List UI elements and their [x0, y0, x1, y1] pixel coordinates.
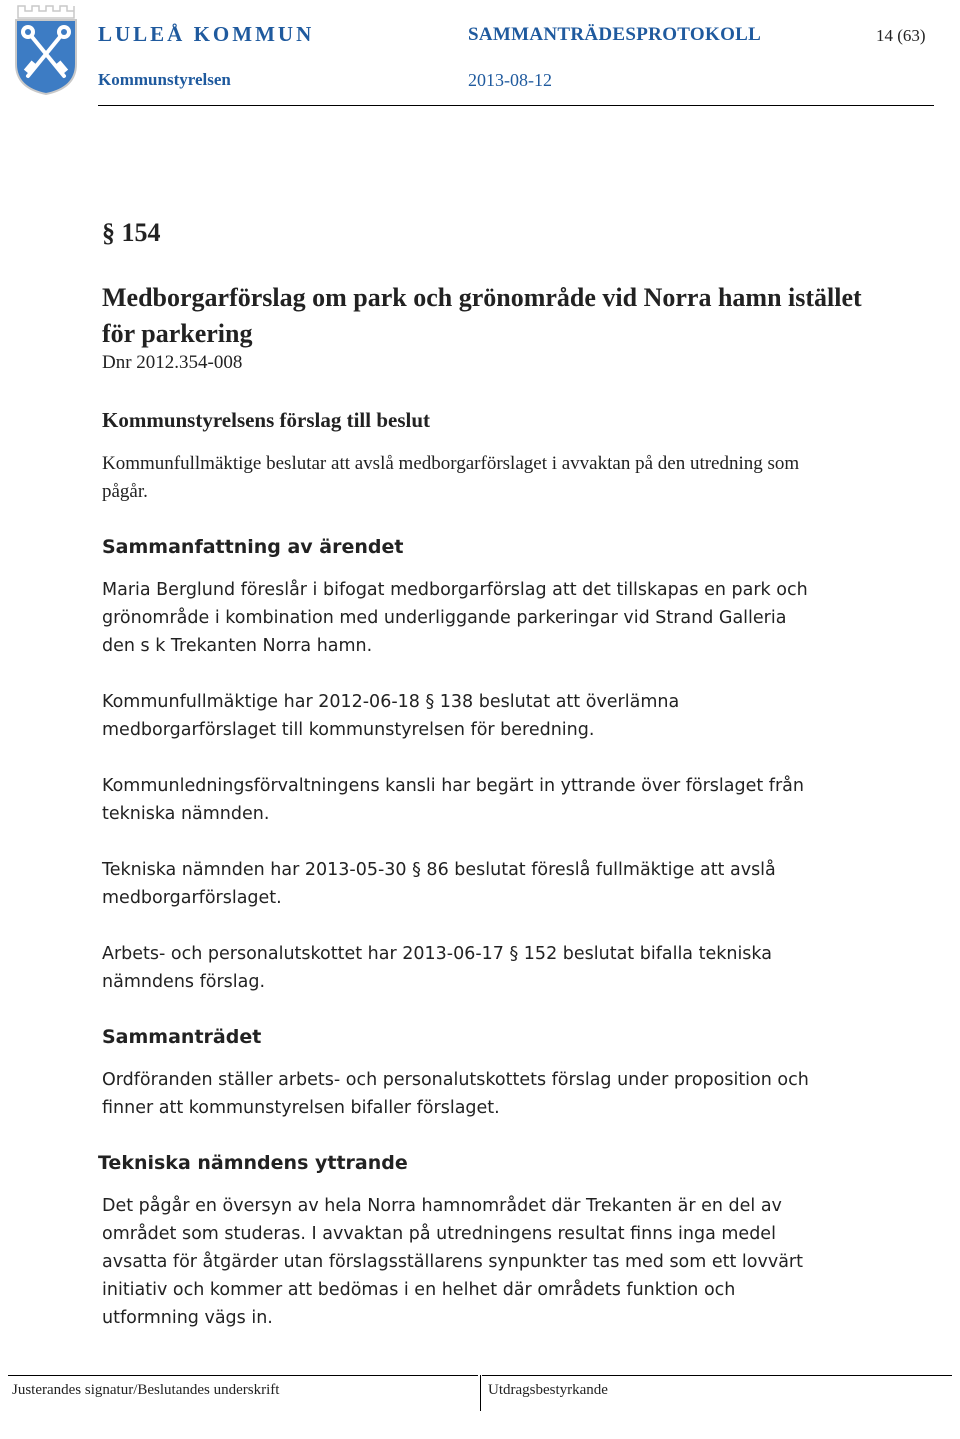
summary-paragraph: Kommunledningsförvaltningens kansli har begärt in yttrande över förslaget från tekniska nämnden.: [102, 776, 804, 824]
footer-divider: [480, 1375, 481, 1411]
proposal-text: Kommunfullmäktige beslutar att avslå medborgarförslaget i avvaktan på den utredning som pågår.: [102, 453, 800, 502]
document-date: 2013-08-12: [468, 70, 552, 90]
page-number: 14 (63): [876, 26, 926, 45]
proposal-heading: Kommunstyrelsens förslag till beslut: [102, 408, 431, 432]
summary-paragraph: Arbets- och personalutskottet har 2013-06-17 § 152 beslutat bifalla tekniska nämndens förslag.: [102, 944, 772, 992]
meeting-text: Ordföranden ställer arbets- och personalutskottets förslag under proposition och finner att kommunstyrelsen bifaller förslaget.: [102, 1070, 809, 1118]
section-number: § 154: [102, 218, 161, 247]
department-name: Kommunstyrelsen: [98, 70, 231, 89]
extract-label: Utdragsbestyrkande: [488, 1382, 608, 1398]
statement-heading: Tekniska nämndens yttrande: [98, 1152, 408, 1174]
summary-paragraph: Maria Berglund föreslår i bifogat medborgarförslag att det tillskapas en park och grönområde i kombination med underliggande parkeringar vid Strand Galleria den s k Trekanten Norra hamn.: [102, 580, 808, 656]
header-divider: [98, 105, 934, 106]
footer-rule: [482, 1375, 952, 1376]
footer-rule: [8, 1375, 478, 1376]
summary-paragraph: Kommunfullmäktige har 2012-06-18 § 138 beslutat att överlämna medborgarförslaget till kommunstyrelsen för beredning.: [102, 692, 680, 740]
summary-paragraph: Tekniska nämnden har 2013-05-30 § 86 beslutat föreslå fullmäktige att avslå medborgarförslaget.: [102, 860, 776, 908]
organization-name: LULEÅ KOMMUN: [98, 22, 315, 46]
summary-heading: Sammanfattning av ärendet: [102, 536, 404, 558]
meeting-heading: Sammanträdet: [102, 1026, 262, 1048]
coat-of-arms-icon: [12, 4, 80, 96]
statement-text: Det pågår en översyn av hela Norra hamnområdet där Trekanten är en del av området som studeras. I avvaktan på utredningens resultat finns inga medel avsatta för åtgärder utan förslagsställarens synpunkter tas med som ett lovvärt initiativ och kommer att bedömas i en helhet där områdets funktion och utformning vägs in.: [102, 1196, 803, 1328]
document-type: SAMMANTRÄDESPROTOKOLL: [468, 24, 762, 45]
case-title: Medborgarförslag om park och grönområde vid Norra hamn istället för parkering: [102, 283, 862, 348]
case-dnr: Dnr 2012.354-008: [102, 352, 243, 373]
signature-label: Justerandes signatur/Beslutandes underskrift: [12, 1382, 280, 1398]
